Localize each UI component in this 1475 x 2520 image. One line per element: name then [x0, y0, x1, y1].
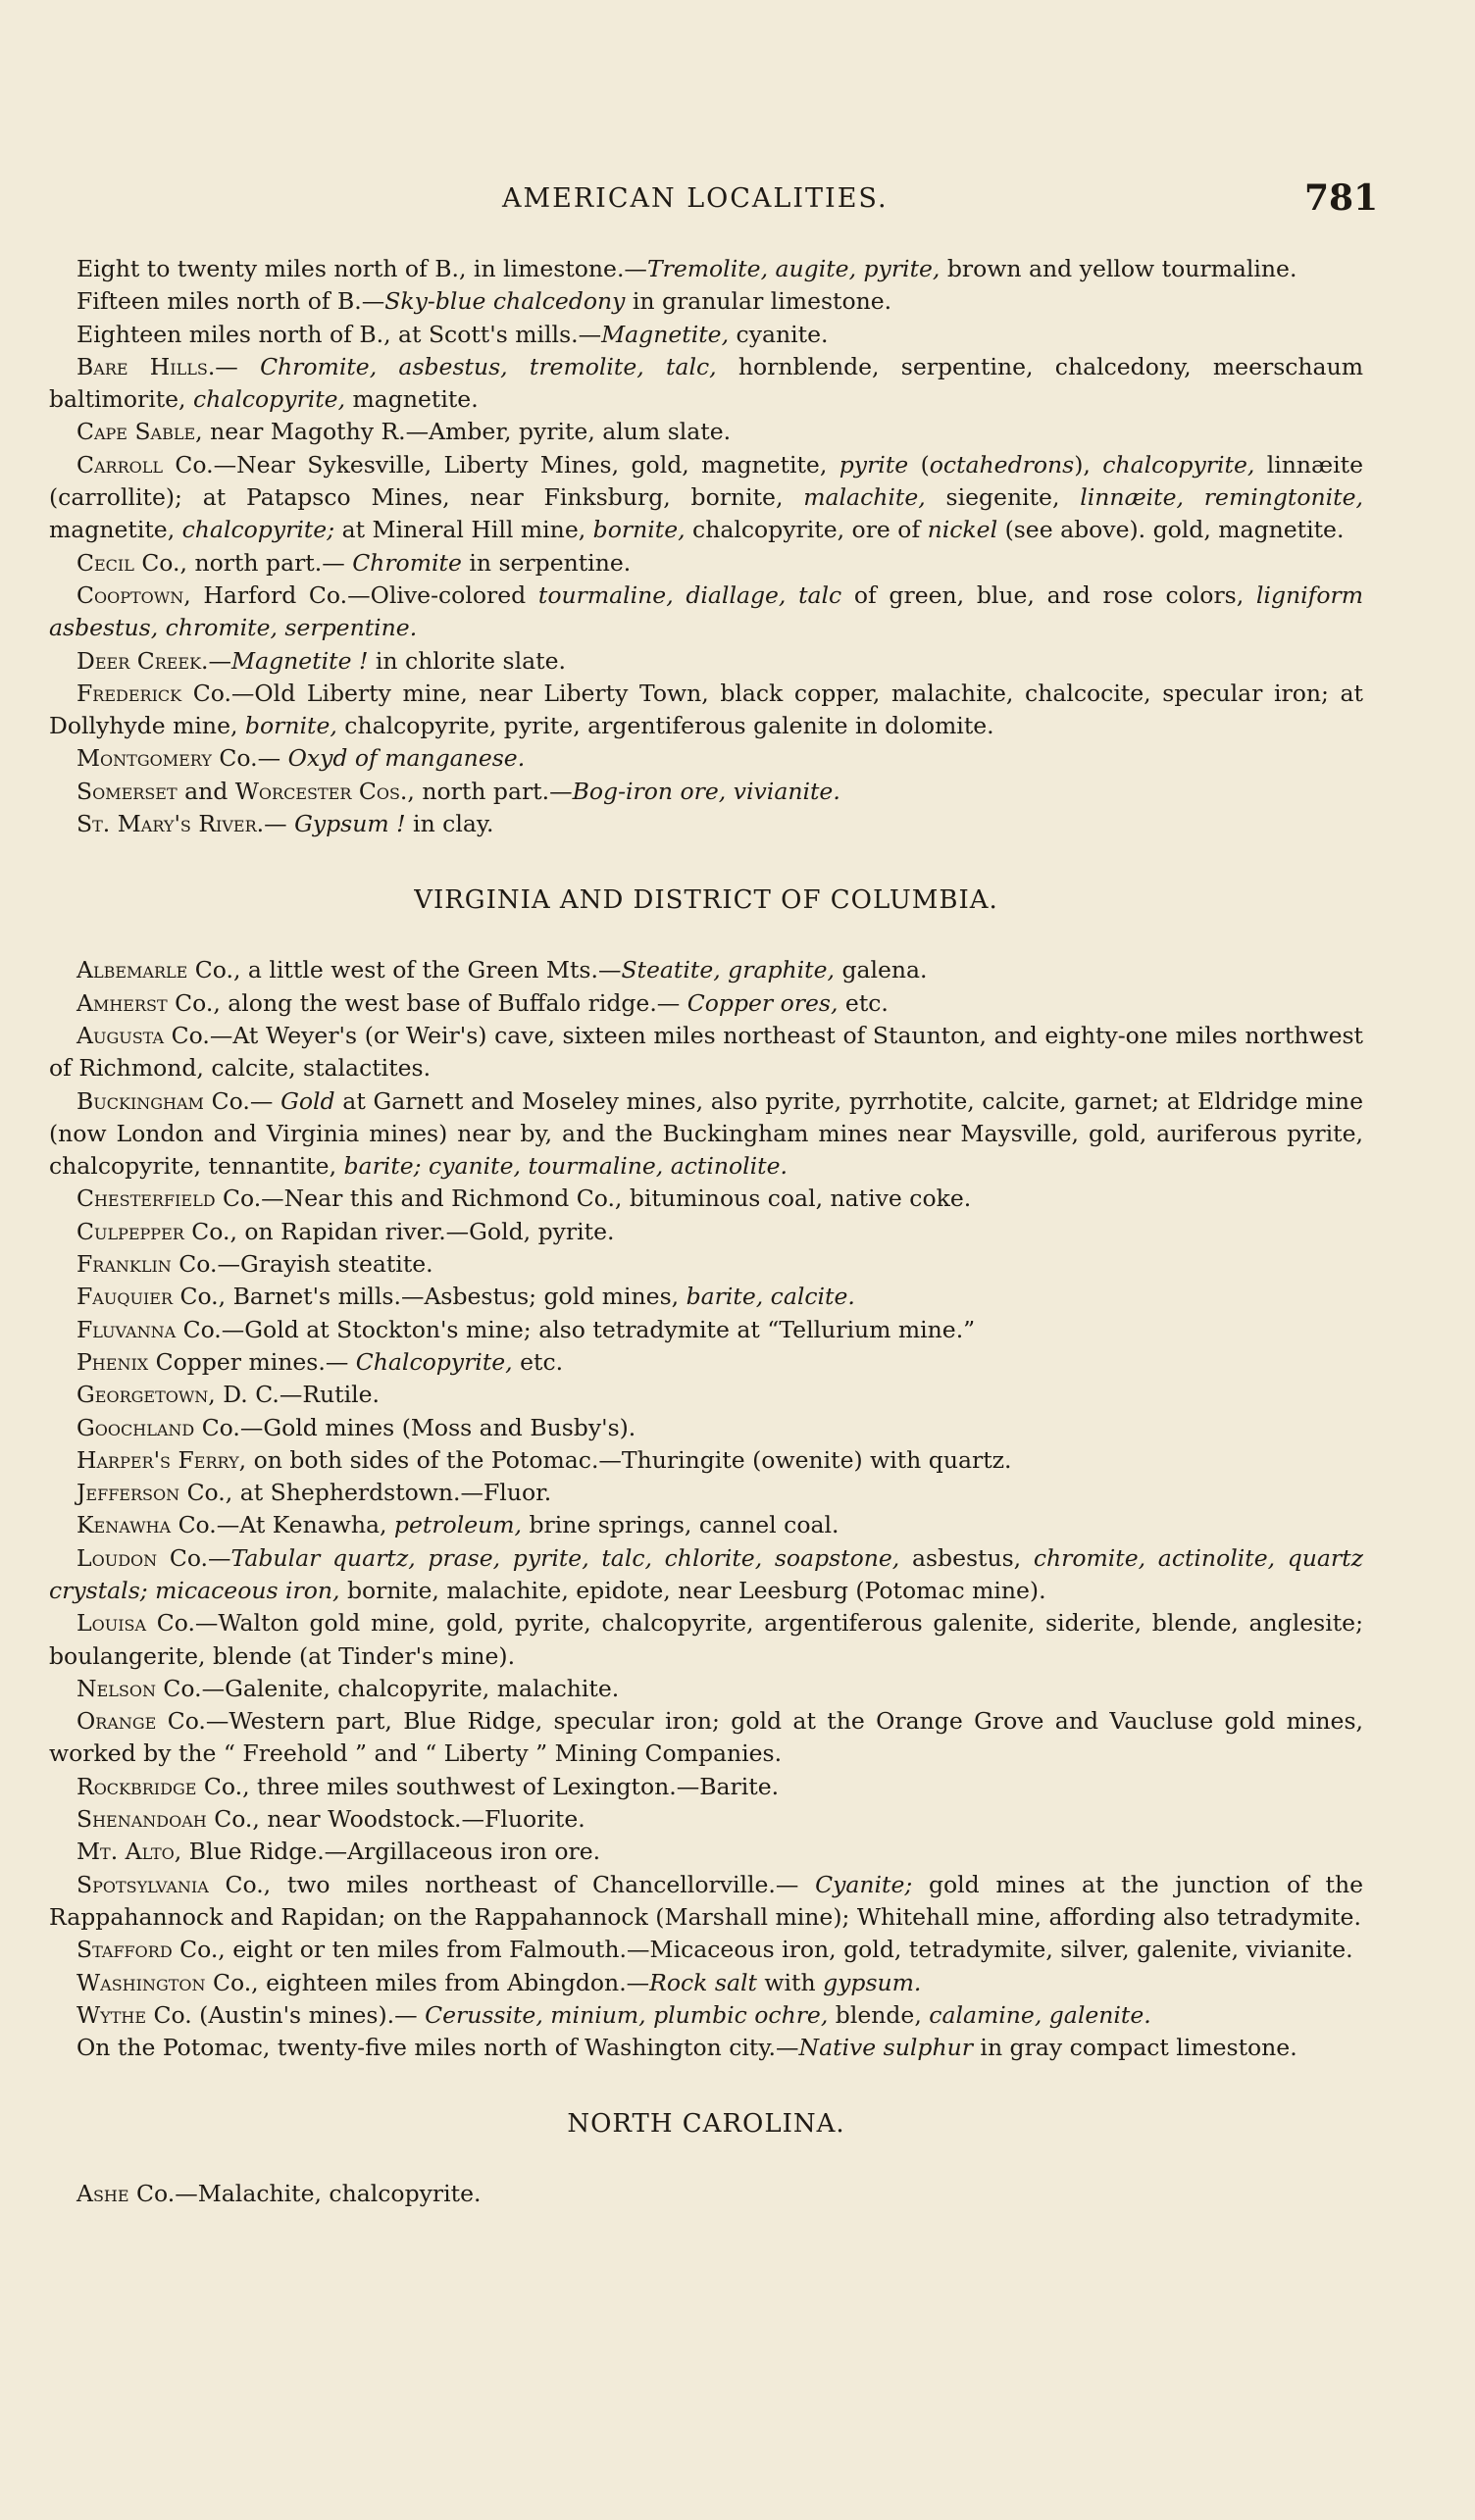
- entry-text: Eight to twenty miles north of B., in limestone.—: [76, 255, 647, 282]
- locality-entry: [49, 1869, 1363, 1935]
- entry-text: Fifteen miles north of B.—: [76, 287, 385, 316]
- entry-text: near Magothy R.—Amber, pyrite, alum slate.: [202, 418, 732, 446]
- mineral-name: chalcopyrite,: [1102, 450, 1255, 479]
- entry-text: Co.—: [157, 1543, 231, 1572]
- section-heading: NORTH CAROLINA.: [567, 2109, 845, 2140]
- locality-name: Buckingham: [76, 1086, 204, 1115]
- locality-entry: [49, 319, 1363, 351]
- locality-name: Cecil: [76, 548, 134, 577]
- entry-text: and: [177, 777, 235, 805]
- mineral-name: pyrite: [839, 450, 909, 479]
- mineral-name: Cyanite;: [815, 1870, 913, 1898]
- mineral-name: Rock salt: [649, 1968, 757, 1996]
- page-number: 781: [1304, 177, 1379, 219]
- locality-name: Stafford: [76, 1936, 173, 1964]
- entry-text: On the Potomac, twenty-five miles north of Washington city.—: [76, 2034, 799, 2062]
- section: [49, 883, 1363, 2064]
- mineral-name: ligniform asbestus, chromite, serpentine.: [49, 580, 1363, 642]
- locality-name: Rockbridge: [76, 1772, 197, 1800]
- mineral-name: chalcopyrite,: [193, 385, 346, 414]
- locality-entry: [49, 2178, 1363, 2210]
- locality-name: Jefferson: [76, 1479, 180, 1507]
- locality-entry: [49, 987, 1363, 1020]
- locality-entry: [49, 1607, 1363, 1673]
- mineral-name: calamine, galenite.: [929, 2000, 1151, 2029]
- entry-text: with: [756, 1968, 824, 1996]
- mineral-name: Copper ores,: [687, 988, 839, 1017]
- entry-text: Co.—At Kenawha,: [171, 1511, 394, 1539]
- entry-text: cyanite.: [729, 320, 829, 348]
- locality-name: Bare Hills.: [76, 352, 216, 380]
- locality-name: Somerset: [76, 777, 178, 805]
- running-head: [0, 179, 1475, 219]
- mineral-name: Magnetite,: [601, 320, 730, 348]
- entry-text: Co., along the west base of Buffalo ridge.—: [167, 988, 687, 1017]
- locality-entry: [49, 776, 1363, 808]
- entry-text: galena.: [834, 956, 928, 984]
- mineral-name: gypsum.: [823, 1968, 922, 1996]
- entry-text: magnetite.: [345, 385, 479, 414]
- locality-entry: [49, 1967, 1363, 1999]
- entry-text: Co., at Shepherdstown.—Fluor.: [179, 1479, 552, 1507]
- entry-text: in gray compact limestone.: [972, 2034, 1297, 2062]
- locality-name: Phenix: [76, 1347, 149, 1376]
- entry-text: ),: [1074, 450, 1103, 479]
- locality-entry: [49, 678, 1363, 743]
- mineral-name: octahedrons: [929, 450, 1075, 479]
- running-head-title: AMERICAN LOCALITIES.: [502, 183, 889, 214]
- entry-text: —: [264, 810, 295, 838]
- entry-text: chalcopyrite, pyrite, argentiferous galenite in dolomite.: [336, 712, 994, 740]
- locality-entry: [49, 742, 1363, 775]
- entry-text: etc.: [512, 1347, 564, 1376]
- entry-text: Co.—: [203, 1086, 281, 1115]
- locality-name: Fauquier: [76, 1283, 173, 1311]
- entry-text: —: [208, 646, 232, 675]
- locality-entry: [49, 285, 1363, 318]
- mineral-name: Tremolite, augite, pyrite,: [646, 255, 941, 282]
- locality-name: Wythe: [76, 2000, 147, 2029]
- entry-text: Co., three miles southwest of Lexington.—Barite.: [196, 1772, 780, 1800]
- locality-entry: [49, 1673, 1363, 1705]
- entry-text: Co.—: [211, 744, 288, 773]
- locality-entry: [49, 1803, 1363, 1836]
- entry-text: Co.—Western part, Blue Ridge, specular iron; gold at the Orange Grove and Vaucluse gold mines, worked by the “ Freehold ” and “ Liberty ” Mining Companies.: [49, 1707, 1363, 1768]
- mineral-name: Steatite, graphite,: [621, 956, 835, 984]
- locality-name: Nelson: [76, 1674, 156, 1702]
- entry-text: Co.—Old Liberty mine, near Liberty Town, black copper, malachite, chalcocite, specular iron; at Dollyhyde mine,: [49, 679, 1363, 740]
- entry-text: etc.: [838, 988, 889, 1017]
- locality-name: Carroll: [76, 450, 163, 479]
- entry-text: Co., a little west of the Green Mts.—: [187, 956, 622, 984]
- entry-text: at Garnett and Moseley mines, also pyrite, pyrrhotite, calcite, garnet; at Eldridge mine (now London and Virginia mines) near by, and the Buckingham mines near Maysville, gold, auriferous pyrite, chalcopyrite, tennantite,: [49, 1086, 1363, 1181]
- locality-entry: [49, 1314, 1363, 1346]
- mineral-name: petroleum,: [393, 1511, 523, 1539]
- locality-entry: [49, 547, 1363, 580]
- entry-text: Co., on Rapidan river.—Gold, pyrite.: [183, 1217, 615, 1245]
- locality-name: Georgetown,: [76, 1381, 216, 1409]
- locality-entry: [49, 1248, 1363, 1281]
- entry-text: at Mineral Hill mine,: [334, 516, 593, 544]
- mineral-name: barite; cyanite, tourmaline, actinolite.: [343, 1152, 788, 1181]
- locality-name: Cooptown,: [76, 580, 191, 609]
- locality-entry: [49, 808, 1363, 840]
- entry-text: Co. (Austin's mines).—: [146, 2000, 426, 2029]
- mineral-name: Gold: [280, 1086, 335, 1115]
- mineral-name: Native sulphur: [798, 2034, 973, 2062]
- locality-name: Spotsylvania: [76, 1870, 209, 1898]
- mineral-name: Chromite: [352, 548, 462, 577]
- locality-name: Ashe: [76, 2180, 129, 2208]
- locality-name: Fluvanna: [76, 1315, 177, 1343]
- entry-text: magnetite,: [49, 516, 182, 544]
- locality-name: Frederick: [76, 679, 182, 707]
- locality-entry: [49, 1346, 1363, 1379]
- locality-name: Loudon: [76, 1543, 158, 1572]
- locality-name: Culpepper: [76, 1217, 184, 1245]
- locality-entry: [49, 2032, 1363, 2064]
- locality-name: Goochland: [76, 1413, 195, 1441]
- locality-entry: [49, 1771, 1363, 1803]
- entry-text: Co.—Gold mines (Moss and Busby's).: [194, 1413, 636, 1441]
- locality-name: Louisa: [76, 1609, 147, 1638]
- locality-name: Augusta: [76, 1021, 165, 1049]
- locality-name: Washington: [76, 1968, 206, 1996]
- entry-text: Co.—At Weyer's (or Weir's) cave, sixteen miles northeast of Staunton, and eighty-one miles northwest of Richmond, calcite, stalactites.: [49, 1021, 1363, 1083]
- mineral-name: Magnetite !: [231, 646, 369, 675]
- entry-text: Co.—Grayish steatite.: [171, 1250, 433, 1279]
- entry-text: Co., eighteen miles from Abingdon.—: [205, 1968, 650, 1996]
- section: [49, 2107, 1363, 2210]
- entry-text: Copper mines.—: [148, 1347, 356, 1376]
- entry-text: Co., near Woodstock.—Fluorite.: [206, 1805, 585, 1834]
- locality-entry: [49, 1216, 1363, 1248]
- locality-name: Albemarle: [76, 956, 188, 984]
- mineral-name: bornite,: [592, 516, 686, 544]
- entry-text: Co.—Malachite, chalcopyrite.: [128, 2180, 482, 2208]
- locality-name: Chesterfield: [76, 1184, 216, 1213]
- mineral-name: nickel: [927, 516, 998, 544]
- locality-entry: [49, 1934, 1363, 1966]
- mineral-name: Sky-blue chalcedony: [384, 287, 626, 316]
- entry-text: chalcopyrite, ore of: [685, 516, 928, 544]
- entry-text: Co., Barnet's mills.—Asbestus; gold mines,: [173, 1283, 687, 1311]
- locality-entry: [49, 1412, 1363, 1444]
- mineral-name: tourmaline, diallage, talc: [537, 580, 842, 609]
- locality-name: Deer Creek.: [76, 646, 209, 675]
- locality-entry: [49, 580, 1363, 645]
- entry-text: Co.—Near this and Richmond Co., bituminous coal, native coke.: [215, 1184, 972, 1213]
- locality-entry: [49, 1183, 1363, 1215]
- entry-text: bornite, malachite, epidote, near Leesburg (Potomac mine).: [339, 1576, 1046, 1604]
- locality-entry: [49, 645, 1363, 678]
- mineral-name: Chalcopyrite,: [355, 1347, 513, 1376]
- entry-text: brine springs, cannel coal.: [522, 1511, 839, 1539]
- locality-name: Orange: [76, 1707, 157, 1736]
- locality-entry: [49, 1836, 1363, 1868]
- locality-entry: [49, 1477, 1363, 1509]
- mineral-name: Bog-iron ore, vivianite.: [572, 777, 840, 805]
- entry-text: Co., eight or ten miles from Falmouth.—Micaceous iron, gold, tetradymite, silver, galenite, vivianite.: [172, 1936, 1353, 1964]
- locality-entry: [49, 1509, 1363, 1541]
- entry-text: Co., two miles northeast of Chancellorville.—: [208, 1870, 816, 1898]
- mineral-name: Cerussite, minium, plumbic ochre,: [425, 2000, 829, 2029]
- locality-entry: [49, 1020, 1363, 1085]
- entry-text: siegenite,: [925, 483, 1081, 512]
- locality-name: Kenawha: [76, 1511, 172, 1539]
- mineral-name: bornite,: [244, 712, 337, 740]
- entry-text: Harford Co.—Olive-colored: [190, 580, 538, 609]
- entry-text: Co., north part.—: [133, 548, 353, 577]
- locality-name: Amherst: [76, 988, 168, 1017]
- locality-entry: [49, 416, 1363, 448]
- locality-name: Cape Sable,: [76, 418, 203, 446]
- locality-entry: [49, 1281, 1363, 1313]
- mineral-name: Chromite, asbestus, tremolite, talc,: [260, 352, 717, 380]
- locality-name: Montgomery: [76, 744, 212, 773]
- locality-entry: [49, 1444, 1363, 1477]
- entry-text: gold mines at the junction of the Rappahannock and Rapidan; on the Rappahannock (Marshall mine); Whitehall mine, affording also tetradymite.: [49, 1870, 1363, 1931]
- entry-text: hornblende, serpentine, chalcedony, meerschaum baltimorite,: [49, 352, 1363, 414]
- entry-text: of green, blue, and rose colors,: [841, 580, 1256, 609]
- locality-entry: [49, 1999, 1363, 2032]
- locality-entry: [49, 1085, 1363, 1184]
- locality-entry: [49, 253, 1363, 285]
- mineral-name: malachite,: [803, 483, 926, 512]
- mineral-name: chromite, actinolite, quartz crystals; micaceous iron,: [49, 1543, 1363, 1604]
- entry-text: Worcester Cos.: [234, 777, 408, 805]
- mineral-name: Oxyd of manganese.: [287, 744, 526, 773]
- page-body: [49, 253, 1363, 2211]
- entry-text: Co.—Walton gold mine, gold, pyrite, chalcopyrite, argentiferous galenite, siderite, blende, anglesite; boulangerite, blende (at Tinder's mine).: [49, 1609, 1363, 1670]
- locality-name: St. Mary's River.: [76, 810, 265, 838]
- entry-text: (see above). gold, magnetite.: [997, 516, 1345, 544]
- locality-name: Franklin: [76, 1250, 172, 1279]
- locality-name: Shenandoah: [76, 1805, 207, 1834]
- locality-entry: [49, 449, 1363, 547]
- entry-text: blende,: [828, 2000, 930, 2029]
- entry-text: in serpentine.: [461, 548, 632, 577]
- entry-text: (: [908, 450, 930, 479]
- mineral-name: barite, calcite.: [686, 1283, 855, 1311]
- entry-text: in clay.: [405, 810, 494, 838]
- locality-entry: [49, 351, 1363, 417]
- mineral-name: Tabular quartz, prase, pyrite, talc, chlorite, soapstone,: [230, 1543, 900, 1572]
- locality-name: Harper's Ferry,: [76, 1445, 247, 1474]
- entry-text: Co.—Gold at Stockton's mine; also tetradymite at “Tellurium mine.”: [176, 1315, 976, 1343]
- entry-text: brown and yellow tourmaline.: [940, 255, 1297, 282]
- locality-entry: [49, 1705, 1363, 1771]
- section-heading: VIRGINIA AND DISTRICT OF COLUMBIA.: [414, 885, 998, 916]
- entry-text: , north part.—: [407, 777, 573, 805]
- entry-text: —: [215, 352, 261, 380]
- locality-name: Mt. Alto,: [76, 1838, 182, 1866]
- entry-text: asbestus,: [899, 1543, 1034, 1572]
- entry-text: in chlorite slate.: [368, 646, 566, 675]
- mineral-name: chalcopyrite;: [181, 516, 335, 544]
- locality-entry: [49, 1542, 1363, 1608]
- entry-text: Blue Ridge.—Argillaceous iron ore.: [181, 1838, 601, 1866]
- locality-entry: [49, 1379, 1363, 1411]
- entry-text: Co.—Near Sykesville, Liberty Mines, gold, magnetite,: [163, 450, 839, 479]
- section: [49, 253, 1363, 840]
- mineral-name: linnæite, remingtonite,: [1080, 483, 1363, 512]
- entry-text: linnæite (carrollite); at Patapsco Mines, near Finksburg, bornite,: [49, 450, 1364, 512]
- entry-text: in granular limestone.: [625, 287, 892, 316]
- entry-text: D. C.—Rutile.: [215, 1381, 381, 1409]
- mineral-name: Gypsum !: [294, 810, 406, 838]
- locality-entry: [49, 954, 1363, 986]
- entry-text: Co.—Galenite, chalcopyrite, malachite.: [155, 1674, 620, 1702]
- entry-text: on both sides of the Potomac.—Thuringite (owenite) with quartz.: [246, 1445, 1012, 1474]
- entry-text: Eighteen miles north of B., at Scott's mills.—: [76, 320, 602, 348]
